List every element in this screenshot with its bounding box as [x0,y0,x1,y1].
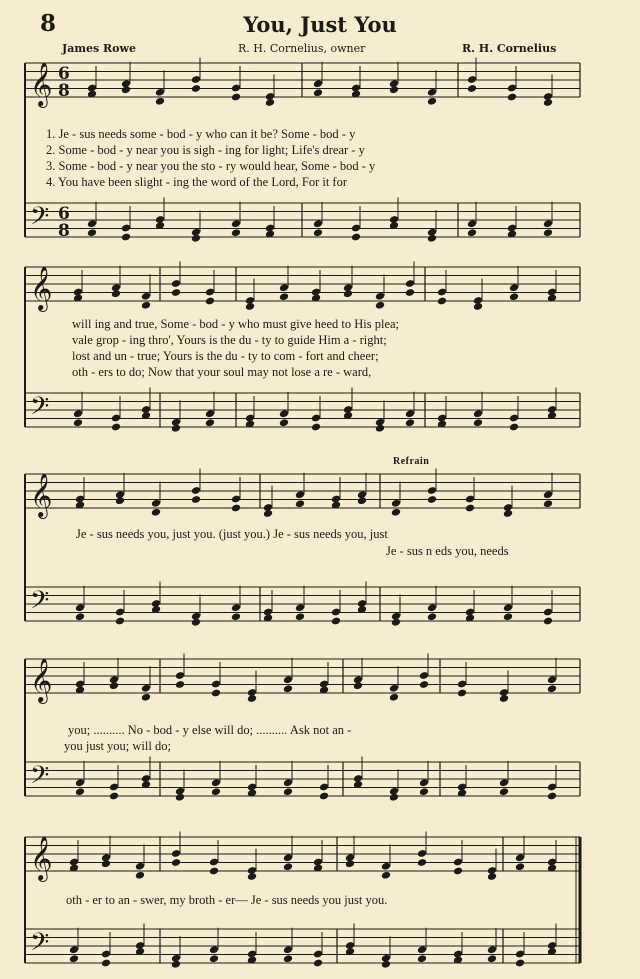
system5-bass-note [171,960,181,969]
system3-bass-clef: 𝄢 [30,586,50,621]
system5-bass-note [209,954,219,963]
system2-bass-note [73,418,83,427]
system3-verse1: Je - sus needs you, just you. (just you.) Je - sus needs you, just [76,527,388,541]
system1-bass-clef: 𝄢 [30,202,50,237]
system1-verse2: 2. Some - bod - y near you is sigh - ing for light; Life's drear - y [46,143,365,157]
hymn-title: You, Just You [243,12,397,37]
system3-verse2: Je - sus n eds you, needs [386,544,509,558]
system4-treble-note [457,689,467,698]
system1-treble-note [427,97,437,106]
system5-treble-note [135,871,145,880]
lyricist-credit: James Rowe [62,42,136,55]
system5-treble-note [487,872,497,881]
system4-treble-note [283,684,293,693]
system3-bass-note [391,618,401,627]
system1-treble-note [265,98,275,107]
system1-bass-note [427,234,437,243]
system2-bass-note [111,423,121,432]
system4-treble-note [175,680,185,689]
system3-treble-note [191,495,201,504]
system2-bass-note [279,418,289,427]
system5-bass-note [101,959,111,968]
system2-treble-note [437,297,447,306]
system4-bass-note [499,787,509,796]
system3-treble-note [427,495,437,504]
system1-bass-note [231,228,241,237]
system5-treble-note [345,859,355,868]
system5-treble-note [171,858,181,867]
system2-bass-note [509,423,519,432]
system2-bass-clef: 𝄢 [30,392,50,427]
system4-treble-clef: 𝄞 [30,658,53,702]
bass-time-signature: 6 [58,204,70,224]
system4-treble-note [547,684,557,693]
system5-bass-note [515,959,525,968]
system4-bass-note [175,793,185,802]
system4-treble-note [211,689,221,698]
system2-treble-note [111,289,121,298]
system2-bass-note [205,418,215,427]
system2-treble-note [205,297,215,306]
system2-treble-clef: 𝄞 [30,266,53,310]
system2-verse3: lost and un - true; Yours is the du - ty to com - fort and cheer; [72,349,379,363]
system4-bass-note [389,793,399,802]
system2-treble-note [279,292,289,301]
system5-treble-note [247,872,257,881]
system5-treble-note [417,858,427,867]
system5-bass-note [381,960,391,969]
system4-bass-note [75,787,85,796]
system1-verse1: 1. Je - sus needs some - bod - y who can it be? Some - bod - y [46,127,356,141]
system1-verse3: 3. Some - bod - y near you the sto - ry would hear, Some - bod - y [46,159,376,173]
system1-treble-clef: 𝄞 [30,62,53,106]
system3-treble-note [115,496,125,505]
system4-bass-note [211,787,221,796]
system2-bass-note [311,423,321,432]
system4-verse1: you; .......... No - bod - y else will do; .......... Ask not an - [68,723,352,737]
system4-bass-note [319,792,329,801]
system2-treble-note [375,301,385,310]
system3-treble-note [543,499,553,508]
system1-treble-note [231,93,241,102]
system4-bass-note [283,787,293,796]
system3-treble-note [357,496,367,505]
system2-verse1: will ing and true, Some - bod - y who must give heed to His plea; [72,317,400,331]
system4-bass-note [419,787,429,796]
system5-treble-note [381,871,391,880]
system5-bass-note [313,959,323,968]
refrain-label: Refrain [393,456,430,467]
system1-bass-note [87,228,97,237]
system3-treble-note [151,508,161,517]
composer-credit: R. H. Cornelius [462,42,557,55]
system1-treble-note [155,97,165,106]
system5-bass-note [417,954,427,963]
system5-bass-clef: 𝄢 [30,928,50,963]
system2-bass-note [405,418,415,427]
system5-treble-note [283,862,293,871]
system4-treble-note [499,694,509,703]
treble-time-signature: 8 [58,81,70,101]
system2-treble-note [171,288,181,297]
system5-bass-note [283,954,293,963]
system1-bass-note [191,234,201,243]
system3-bass-note [427,612,437,621]
system3-treble-note [231,504,241,513]
system3-treble-clef: 𝄞 [30,473,53,517]
system1-treble-note [191,84,201,93]
system2-treble-note [245,302,255,311]
system2-verse2: vale grop - ing thro', Yours is the du - ty to guide Him a - right; [72,333,387,347]
system1-bass-note [121,233,131,242]
system1-treble-note [389,85,399,94]
system3-treble-note [465,504,475,513]
system4-bass-clef: 𝄢 [30,761,50,796]
system2-treble-note [343,289,353,298]
system5-treble-clef: 𝄞 [30,836,53,880]
system2-treble-note [473,302,483,311]
bass-time-signature: 8 [58,221,70,241]
system1-treble-note [313,88,323,97]
system2-verse4: oth - ers to do; Now that your soul may not lose a re - ward, [72,365,372,379]
system3-treble-note [391,508,401,517]
system1-verse4: 4. You have been slight - ing the word of the Lord, For it for [46,175,348,189]
system3-treble-note [263,509,273,518]
system2-treble-note [141,301,151,310]
system3-bass-note [231,612,241,621]
system3-bass-note [115,617,125,626]
system2-bass-note [375,424,385,433]
system5-treble-note [515,862,525,871]
system4-treble-note [389,693,399,702]
system3-treble-note [295,499,305,508]
system2-treble-note [405,288,415,297]
system5-treble-note [101,859,111,868]
system1-bass-note [467,228,477,237]
system1-treble-note [121,85,131,94]
system4-treble-note [419,680,429,689]
system2-bass-note [473,418,483,427]
system4-bass-note [109,792,119,801]
system3-bass-note [75,612,85,621]
system4-treble-note [353,681,363,690]
system1-treble-note [507,93,517,102]
system3-treble-note [503,509,513,518]
system1-bass-note [543,228,553,237]
system2-bass-note [171,424,181,433]
hymn-number: 8 [40,10,57,37]
treble-time-signature: 6 [58,64,70,84]
system3-bass-note [295,612,305,621]
system5-treble-note [209,867,219,876]
system1-bass-note [313,228,323,237]
system4-verse2: you just you; will do; [64,739,171,753]
system4-bass-note [547,792,557,801]
system1-bass-note [351,233,361,242]
system5-treble-note [453,867,463,876]
system3-bass-note [503,612,513,621]
system4-treble-note [141,693,151,702]
system1-treble-note [467,84,477,93]
system3-bass-note [191,618,201,627]
owner-credit: R. H. Cornelius, owner [238,42,366,55]
system1-treble-note [543,98,553,107]
system4-treble-note [247,694,257,703]
system5-verse1: oth - er to an - swer, my broth - er— Je - sus needs you just you. [66,893,388,907]
system3-bass-note [331,617,341,626]
system4-treble-note [109,681,119,690]
system5-bass-note [487,954,497,963]
system2-treble-note [509,292,519,301]
system5-bass-note [69,954,79,963]
system3-bass-note [543,617,553,626]
